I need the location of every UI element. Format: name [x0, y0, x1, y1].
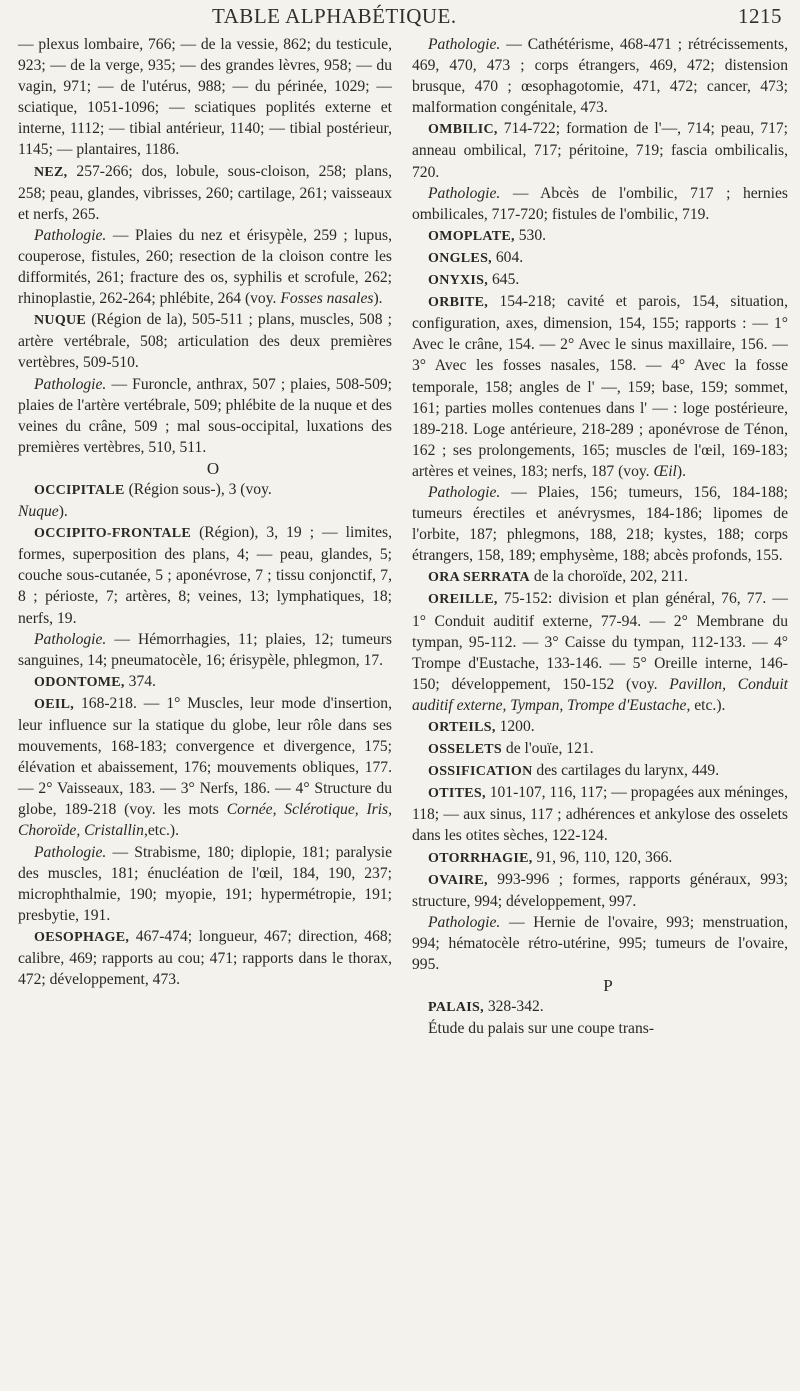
headword: OSSELETS [428, 742, 502, 758]
entry-orbite: ORBITE, 154-218; cavité et parois, 154, situation, configuration, axes, dimension, 154, 155; rapports : — 1° Avec le crâne, 154. — 2° Avec le sinus maxillaire, 156. — 3° Avec les fosses nasales, 158. — 4° Avec la fosse temporale, 158; angles de l' —, 159; base, 159; sommet, 161; parties molles contenues dans l' — : loge postérieure, 189-218. Loge antérieure, 218-289 ; aponévrose de Ténon, 162 ; ses prolongements, 165; muscles de l'œil, 169-183; artères et veines, 183; nerfs, 187 (voy. Œil). [412, 293, 788, 480]
entry-nez: NEZ, 257-266; dos, lobule, sous-cloison, 258; plans, 258; peau, glandes, vibrisses, 260; cartilage, 261; vaisseaux et nerfs, 265. [18, 162, 392, 223]
entry-oesophage-pathologie: Pathologie. — Cathétérisme, 468-471 ; rétrécissements, 469, 470, 473 ; corps étrangers, 469, 472; distension brusque, 470 ; œsophagotomie, 471, 472; cancer, 473; malformation congénitale, 473. [412, 36, 788, 117]
entry-orteils: ORTEILS, 1200. [428, 718, 535, 735]
headword: OVAIRE, [428, 872, 488, 888]
section-letter-p: P [603, 976, 613, 996]
entry-palais: PALAIS, 328-342. [428, 998, 544, 1016]
entry-ongles: ONGLES, 604. [428, 248, 524, 266]
entry-nuque-pathologie: Pathologie. — Furoncle, anthrax, 507 ; plaies, 508-509; plaies de l'artère vertébrale, 509; phlébite de la nuque et des veines du crâne, 509 ; mal sous-occipital, luxations des premières vertèbres, 510, 511. [18, 375, 392, 456]
running-title: TABLE ALPHABÉTIQUE. [212, 4, 457, 28]
headword: OMBILIC, [428, 122, 498, 138]
headword: OCCIPITO-FRONTALE [34, 526, 192, 542]
headword: OTORRHAGIE, [428, 850, 533, 866]
pathologie-label: Pathologie. [34, 226, 107, 244]
pathologie-label: Pathologie. [428, 913, 501, 931]
pathologie-label: Pathologie. [34, 630, 107, 648]
entry-oreille: OREILLE, 75-152: division et plan général, 76, 77. — 1° Conduit auditif externe, 77-94. — 2° Membrane du tympan, 95-112. — 3° Caisse du tympan, 112-133. — 4° Trompe d'Eustache, 133-146. — 5° Oreille interne, 146-150; développement, 150-152 (voy. Pavillon, Conduit auditif externe, Tympan, Trompe d'Eustache, etc.). [412, 590, 788, 714]
entry-ombilic: OMBILIC, 714-722; formation de l'—, 714; peau, 717; anneau ombilical, 717; péritoine, 719; fascia ombilicalis, 720. [412, 120, 788, 181]
headword: OMOPLATE, [428, 228, 515, 244]
entry-otorrhagie: OTORRHAGIE, 91, 96, 110, 120, 366. [428, 848, 673, 866]
entry-ossification: OSSIFICATION des cartilages du larynx, 449. [428, 762, 720, 780]
headword: NEZ, [34, 164, 68, 180]
entry-palais-subentry: Étude du palais sur une coupe trans- [428, 1020, 655, 1038]
headword: OESOPHAGE, [34, 929, 130, 945]
entry-onyxis: ONYXIS, 645. [428, 271, 520, 289]
headword: PALAIS, [428, 1000, 484, 1016]
entry-occipitale: OCCIPITALE (Région sous-), 3 (voy. Nuque). [18, 480, 272, 521]
entry-plexus-continued: — plexus lombaire, 766; — de la vessie, 862; du testicule, 923; — de la verge, 935; — des grandes lèvres, 958; — du vagin, 971; — de l'utérus, 988; — du périnée, 1029; — sciatique, 1051-1096; — sciatiques poplités externe et interne, 1112; — tibial antérieur, 1140; — tibial postérieur, 1145; — plantaires, 1186. [18, 36, 392, 159]
entry-ombilic-pathologie: Pathologie. — Abcès de l'ombilic, 717 ; hernies ombilicales, 717-720; fistules de l'ombilic, 719. [412, 184, 788, 223]
entry-occipito-frontale-pathologie: Pathologie. — Hémorrhagies, 11; plaies, 12; tumeurs sanguines, 14; pneumatocèle, 16; érisypèle, phlegmon, 17. [18, 630, 392, 669]
headword: ORBITE, [428, 295, 489, 311]
section-letter-o: O [206, 458, 220, 478]
headword: OTITES, [428, 786, 486, 802]
headword: OEIL, [34, 696, 75, 712]
entry-ora-serrata: ORA SERRATA de la choroïde, 202, 211. [428, 568, 688, 586]
entry-orbite-pathologie: Pathologie. — Plaies, 156; tumeurs, 156, 184-188; tumeurs érectiles et anévrysmes, 184-186; lipomes de l'orbite, 187; phlegmons, 188, 218; kystes, 188; corps étrangers, 158, 189; emphysème, 188; abcès profonds, 155. [412, 483, 788, 565]
page-header [0, 4, 800, 30]
pathologie-label: Pathologie. [34, 375, 107, 393]
headword: ORA SERRATA [428, 570, 530, 586]
entry-ovaire-pathologie: Pathologie. — Hernie de l'ovaire, 993; menstruation, 994; hématocèle rétro-utérine, 995; tumeurs de l'ovaire, 995. [412, 913, 788, 974]
entry-otites: OTITES, 101-107, 116, 117; — propagées aux méninges, 118; — aux sinus, 117 ; adhérences et ankylose des osselets dans les otites sèches, 122-124. [412, 784, 788, 845]
pathologie-label: Pathologie. [428, 483, 501, 501]
headword: ODONTOME, [34, 674, 125, 690]
pathologie-label: Pathologie. [428, 184, 501, 202]
left-column [18, 34, 392, 990]
pathologie-label: Pathologie. [428, 36, 501, 53]
entry-odontome: ODONTOME, 374. [34, 672, 156, 690]
entry-oeil-pathologie: Pathologie. — Strabisme, 180; diplopie, 181; paralysie des muscles, 181; énucléation de l'œil, 184, 190, 237; microphthalmie, 190; myopie, 191; hypermétropie, 191; presbytie, 191. [18, 843, 392, 924]
headword: NUQUE [34, 313, 87, 329]
entry-omoplate: OMOPLATE, 530. [428, 226, 547, 244]
headword: OSSIFICATION [428, 764, 533, 780]
entry-nuque: NUQUE (Région de la), 505-511 ; plans, muscles, 508 ; artère vertébrale, 508; articulation des deux premières vertèbres, 509-510. [18, 311, 392, 372]
entry-osselets: OSSELETS de l'ouïe, 121. [428, 740, 594, 758]
entry-oeil: OEIL, 168-218. — 1° Muscles, leur mode d'insertion, leur influence sur la statique du globe, leur rôle dans ses mouvements, 168-183; convergence et divergence, 175; élévation et abaissement, 176; mouvements obliques, 177. — 2° Vaisseaux, 183. — 3° Nerfs, 186. — 4° Structure du globe, 189-218 (voy. les mots Cornée, Sclérotique, Iris, Choroïde, Cristallin,etc.). [18, 694, 393, 840]
headword: OREILLE, [428, 592, 498, 608]
headword: ORTEILS, [428, 720, 496, 735]
right-column [412, 34, 788, 1039]
entry-nez-pathologie: Pathologie. — Plaies du nez et érisypèle, 259 ; lupus, couperose, fistules, 260; resection de la cloison contre les difformités, 261; fracture des os, syphilis et scrofule, 262; rhinoplastie, 262-264; phlébite, 264 (voy. Fosses nasales). [18, 226, 392, 308]
page-number: 1215 [738, 4, 782, 28]
entry-ovaire: OVAIRE, 993-996 ; formes, rapports généraux, 993; structure, 994; développement, 997. [412, 870, 788, 910]
headword: ONGLES, [428, 250, 492, 266]
entry-oesophage: OESOPHAGE, 467-474; longueur, 467; direction, 468; calibre, 469; rapports au cou; 471; rapports dans le thorax, 472; développement, 473. [18, 927, 392, 989]
pathologie-label: Pathologie. [34, 843, 107, 861]
headword: ONYXIS, [428, 273, 489, 289]
entry-occipito-frontale: OCCIPITO-FRONTALE (Région), 3, 19 ; — limites, formes, superposition des plans, 4; — peau, glandes, 5; couche sous-cutanée, 5 ; aponévrose, 7 ; tissu conjonctif, 7, 8 ; périoste, 7; artères, 8; veines, 13; lymphatiques, 18; nerfs, 19. [18, 524, 392, 627]
headword: OCCIPITALE [34, 482, 125, 498]
